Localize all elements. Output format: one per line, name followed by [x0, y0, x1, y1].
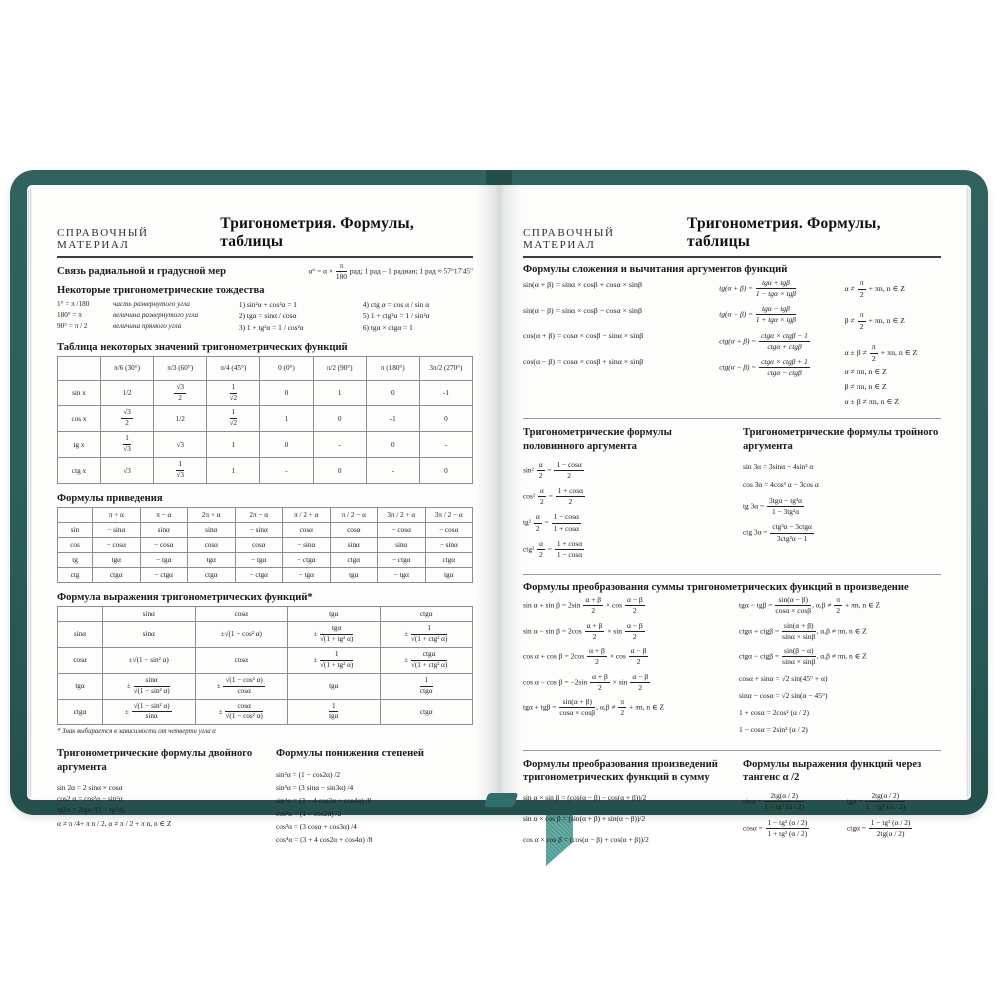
- table-cell: 0: [313, 406, 366, 432]
- formula-line: ctgα + ctgβ = $\frac{\sin(\alpha + \beta)}{\sin\alpha \times \sin\beta}$ , α,β ≠ πn, n ∈ Z: [739, 620, 867, 641]
- section-half-argument: [523, 426, 721, 566]
- table-row-label: tgα: [58, 673, 103, 699]
- table-cell: 1: [260, 406, 313, 432]
- formula-line: cos2 α = cos²α − sin²α: [57, 793, 123, 803]
- table-cell: tgα: [93, 552, 141, 567]
- section-half-tangent: [743, 758, 941, 856]
- fraction: $\frac{1}{√2}$: [229, 408, 238, 428]
- formula-line: sin⁴α = (3 − 4 cos2α + cos4α) /8: [276, 795, 372, 805]
- left-page: [27, 185, 499, 845]
- table-header-cell: π − α: [140, 507, 188, 522]
- fraction: ctgα × ctgβ + 1 ctgα − ctgβ: [761, 356, 808, 377]
- angle-definition: [57, 321, 231, 332]
- fraction: $\frac{1 - \cos\alpha}{1 + \cos\alpha}$: [553, 512, 579, 533]
- table-cell: -: [313, 432, 366, 458]
- table-cell: -: [366, 458, 419, 484]
- formula-line: ctg(α + β) = ctgα × ctgβ − 1 ctgα + ctgβ: [719, 330, 808, 351]
- right-bottom-columns: [523, 758, 941, 856]
- table-cell: sinα: [140, 522, 188, 537]
- table-cell: − ctgα: [235, 567, 283, 582]
- formula-line: sin(α − β) = sinα × cosβ − cosα × sinβ: [523, 305, 642, 315]
- table-cell: ± $\frac{\text{√(1 − sin² α)}}{\sin\alpha}$: [103, 699, 196, 725]
- table-cell: -: [419, 432, 472, 458]
- fraction: $\frac{\text{√(1 − sin² α)}}{\sin\alpha}$: [133, 701, 170, 721]
- fraction: $\frac{\alpha}{2}$: [539, 486, 544, 507]
- fraction: $\frac{\text{√(1 − cos² α)}}{\cos\alpha}$: [225, 675, 263, 695]
- section-heading: Тригонометрические формулы тройного аргумента: [743, 427, 939, 452]
- product-to-sum-formulas: [523, 792, 721, 845]
- fraction: $\frac{\sin(\alpha + \beta)}{\cos\alpha \times \cos\beta}$: [559, 697, 596, 718]
- section-heading: Тригонометрические формулы половинного аргумента: [523, 427, 672, 452]
- formula-line: cos² $\frac{\alpha}{2}$ = $\frac{1 + \cos\alpha}{2}$: [523, 486, 583, 507]
- kicker-label: СПРАВОЧНЫЙ МАТЕРИАЛ: [523, 227, 615, 251]
- table-row-label: ctg x: [58, 458, 101, 484]
- fraction: $\frac{\alpha + \beta}{2}$: [592, 671, 608, 692]
- double-argument-formulas: [57, 782, 254, 829]
- table-cell: ± $\frac{\text{√(1 − cos² α)}}{\cos\alpha}$: [195, 673, 288, 699]
- table-cell: 0: [366, 380, 419, 406]
- open-pages: [27, 185, 971, 845]
- fraction: $\frac{\sin(\alpha - \beta)}{\cos\alpha \times \cos\beta}$: [775, 595, 812, 616]
- half-tangent-right: [847, 792, 941, 847]
- angle-definitions: [57, 299, 231, 332]
- table-cell: -1: [366, 406, 419, 432]
- fraction: $\frac{\alpha}{2}$: [535, 512, 540, 533]
- formula-line: 1 − cosα = 2sin² (α / 2): [739, 725, 808, 735]
- table-header-cell: π (180°): [366, 356, 419, 380]
- section-radian-degree: [57, 262, 473, 281]
- section-heading: Формулы сложения и вычитания аргументов функций: [523, 264, 788, 275]
- fraction: $\frac{\alpha - \beta}{2}$: [630, 646, 647, 667]
- table-cell: cosα: [235, 537, 283, 552]
- fraction: ctgα √(1 + ctg² α): [410, 649, 448, 669]
- section-heading: Таблица некоторых значений тригонометрических функций: [57, 341, 348, 353]
- table-header-cell: π + α: [93, 507, 141, 522]
- table-cell: ctgα: [93, 567, 141, 582]
- fraction: $\frac{1 + \cos\alpha}{2}$: [557, 486, 583, 507]
- table-cell: 1/2: [101, 380, 154, 406]
- table-cell: − ctgα: [140, 567, 188, 582]
- table-row-label: tg: [58, 552, 93, 567]
- table-row-label: sinα: [58, 621, 103, 647]
- table-cell: -1: [419, 380, 472, 406]
- table-cell: ± $\frac{1}{\text{√(1 + tg² α)}}$: [288, 647, 381, 673]
- formula-line: ctgα − ctgβ = $\frac{\sin(\beta - \alpha)}{\sin\alpha \times \sin\beta}$ , α,β ≠ πn, n ∈ Z: [739, 646, 867, 667]
- fraction: $\frac{2tg(\alpha / 2)}{\text{1 − tg² (α / 2)}}$: [865, 791, 906, 812]
- table-cell: − sinα: [93, 522, 141, 537]
- table-cell: ctgα: [188, 567, 236, 582]
- table-cell: cosα: [195, 647, 288, 673]
- table-header-cell: π / 2 + α: [283, 507, 331, 522]
- fraction: $\frac{\alpha - \beta}{2}$: [632, 671, 649, 692]
- fraction: $\frac{\sin(\alpha + \beta)}{\sin\alpha \times \sin\beta}$: [782, 620, 816, 641]
- power-reduction-formulas: [276, 769, 473, 846]
- table-row-label: cosα: [58, 647, 103, 673]
- definition-equation: 180° = π: [57, 311, 82, 320]
- table-cell: [207, 406, 260, 432]
- fraction: $\frac{\pi}{180}$: [335, 261, 347, 282]
- section-double-argument: [57, 747, 254, 847]
- table-header-cell: 3π/2 (270°): [419, 356, 472, 380]
- table-cell: − cosα: [378, 522, 426, 537]
- angle-definition: [57, 310, 231, 321]
- table-cell: sinα: [103, 621, 196, 647]
- formula-line: sinα = $\frac{2tg(\alpha / 2)}{\text{1 + tg² (α / 2)}}$: [743, 791, 804, 812]
- formula-line: sin α + sin β = 2sin $\frac{\alpha + \beta}{2}$ × cos $\frac{\alpha - \beta}{2}$: [523, 595, 643, 616]
- table-cell: 0: [419, 458, 472, 484]
- section-product-to-sum: [523, 758, 721, 856]
- page-title: Тригонометрия. Формулы, таблицы: [687, 215, 881, 250]
- table-header-cell: [58, 507, 93, 522]
- formula-line: sin(α + β) = sinα × cosβ + cosα × sinβ: [523, 280, 642, 289]
- table-cell: tgα: [288, 673, 381, 699]
- table-header-cell: tgα: [288, 606, 381, 621]
- fraction: $\frac{\pi}{2}$: [859, 278, 864, 299]
- formula-line: 3) 1 + tg²α = 1 / cos²α: [238, 322, 304, 332]
- fraction: $\frac{\alpha + \beta}{2}$: [586, 620, 603, 641]
- page-header: [523, 215, 941, 258]
- formula-line: cos 3α = 4cos³ α − 3cos α: [743, 480, 819, 490]
- half-tangent-left: [743, 792, 837, 847]
- half-argument-formulas: [523, 461, 721, 559]
- table-cell: tgα: [330, 567, 378, 582]
- formula-line: α ≠ π /4+ π n / 2, α ≠ π / 2 + π n, n ∈ Z: [57, 819, 172, 829]
- formula-line: cosα + sinα = √2 sin(45° + α): [739, 673, 828, 683]
- addition-constraints: [844, 279, 949, 410]
- fraction: $\frac{\text{1 − tg² (α / 2)}}{2tg(\alpha / 2)}$: [870, 818, 911, 839]
- table-row-label: ctg: [58, 567, 93, 582]
- half-triple-columns: [523, 426, 941, 566]
- fraction: $\frac{1}{√3}$: [176, 460, 184, 480]
- formula-line: β ≠ πn, n ∈ Z: [844, 382, 887, 392]
- formula-line: tg(α − β) = tgα − tgβ 1 + tgα × tgβ: [719, 304, 796, 325]
- table-cell: 0: [260, 380, 313, 406]
- formula-line: tg 3α = 3tgα − tg³α 1 − 3tg²α: [743, 496, 803, 517]
- reduction-table: [57, 507, 473, 583]
- formula-line: ctgα = $\frac{\text{1 − tg² (α / 2)}}{2tg(\alpha / 2)}$: [847, 818, 911, 839]
- table-cell: 1: [207, 458, 260, 484]
- table-cell: − ctgα: [283, 552, 331, 567]
- section-heading: Формулы выражения функций через тангенс α /2: [743, 758, 922, 783]
- table-cell: sinα: [188, 522, 236, 537]
- formula-line: α ± β ≠ $\frac{\pi}{2}$ + πn, n ∈ Z: [844, 342, 918, 363]
- table-cell: − sinα: [425, 537, 473, 552]
- table-header-cell: π/4 (45°): [207, 356, 260, 380]
- formula-line: cos α − cos β = −2sin $\frac{\alpha + \beta}{2}$ × sin $\frac{\alpha - \beta}{2}$: [523, 671, 649, 692]
- formula-line: 5) 1 + ctg²α = 1 / sin²α: [362, 311, 430, 321]
- table-cell: − tgα: [283, 567, 331, 582]
- table-header-cell: 0 (0°): [260, 356, 313, 380]
- table-cell: − tgα: [140, 552, 188, 567]
- half-tangent-grid: [743, 792, 941, 847]
- formula-line: α ≠ $\frac{\pi}{2}$ + πn, n ∈ Z: [844, 278, 906, 299]
- identities-grid: [57, 299, 473, 332]
- fraction: $\frac{√3}{2}$: [123, 408, 131, 428]
- formula-line: sin² $\frac{\alpha}{2}$ = $\frac{1 - \cos\alpha}{2}$: [523, 459, 582, 481]
- fraction: $\frac{\sin(\beta - \alpha)}{\sin\alpha \times \sin\beta}$: [782, 646, 816, 667]
- section-heading: Формулы приведения: [57, 492, 163, 504]
- kicker-label: СПРАВОЧНЫЙ МАТЕРИАЛ: [57, 227, 149, 251]
- formula-line: tgα − tgβ = $\frac{\sin(\alpha - \beta)}{\cos\alpha \times \cos\beta}$ , α,β ≠ $\frac{\pi}{2}$ + πn, n ∈ Z: [739, 595, 881, 616]
- table-header-cell: π / 2 − α: [330, 507, 378, 522]
- table-header-cell: 3π / 2 − α: [425, 507, 473, 522]
- section-heading: Некоторые тригонометрические тождества: [57, 285, 265, 297]
- table-cell: 0: [260, 432, 313, 458]
- table-cell: − sinα: [283, 537, 331, 552]
- table-cell: sinα: [330, 537, 378, 552]
- table-cell: cosα: [283, 522, 331, 537]
- formula-line: β ≠ $\frac{\pi}{2}$ + πn, n ∈ Z: [844, 310, 905, 331]
- table-row-label: sin x: [58, 380, 101, 406]
- table-cell: − sinα: [235, 522, 283, 537]
- fraction: $\frac{1 + \cos\alpha}{1 - \cos\alpha}$: [556, 538, 583, 559]
- table-row-label: sin: [58, 522, 93, 537]
- formula-line: sin 2α = 2 sinα × cosα: [57, 782, 123, 792]
- section-heading: Формула выражения тригонометрических функций*: [57, 591, 313, 603]
- table-cell: − cosα: [93, 537, 141, 552]
- formula-line: cos α + cos β = 2cos $\frac{\alpha + \beta}{2}$ × cos $\frac{\alpha - \beta}{2}$: [523, 646, 647, 667]
- fraction: ctg³α − 3ctgα 3ctg²α − 1: [772, 522, 812, 543]
- section-heading: Тригонометрические формулы двойного аргумента: [57, 748, 253, 773]
- formula-line: cos³α = (3 cosα + cos3α) /4: [276, 822, 357, 832]
- formula-line: 1) sin²α + cos²α = 1: [238, 300, 297, 310]
- table-cell: √3: [101, 458, 154, 484]
- formula-line: ctg 3α = ctg³α − 3ctgα 3ctg²α − 1: [743, 522, 812, 543]
- formula-line: sin α × cos β = (sin(α + β) + sin(α − β))/2: [523, 814, 646, 824]
- formula-line: 4) ctg α = cos α / sin α: [362, 300, 430, 310]
- formula-line: cosα = $\frac{\text{1 − tg² (α / 2)}}{\text{1 + tg² (α / 2)}}$: [743, 818, 808, 839]
- table-cell: [154, 380, 207, 406]
- definition-equation: 1° = π /180: [57, 300, 90, 309]
- section-divider: [523, 418, 941, 419]
- fraction: $\frac{\alpha - \beta}{2}$: [626, 595, 643, 616]
- identities-list-1: [239, 299, 355, 332]
- table-header-cell: sinα: [103, 606, 196, 621]
- table-cell: [101, 432, 154, 458]
- table-cell: [288, 699, 381, 725]
- fraction: $\frac{\cos\alpha}{\text{√(1 − cos² α)}}$: [225, 701, 263, 721]
- left-page-content: [27, 185, 499, 845]
- table-row-label: cos x: [58, 406, 101, 432]
- fraction: $\frac{\alpha + \beta}{2}$: [585, 595, 602, 616]
- section-heading: Связь радиальной и градусной мер: [57, 266, 226, 278]
- fraction: $\frac{1}{√3}$: [123, 434, 131, 454]
- table-cell: 1/2: [154, 406, 207, 432]
- table-cell: − cosα: [140, 537, 188, 552]
- table-cell: 1: [313, 380, 366, 406]
- right-page-content: [499, 185, 971, 845]
- fraction: 1 tgα: [329, 701, 339, 721]
- table-cell: tgα: [188, 552, 236, 567]
- table-cell: − tgα: [378, 567, 426, 582]
- expression-table: [57, 606, 473, 725]
- addition-tg-ctg-formulas: [719, 279, 840, 410]
- table-cell: cosα: [330, 522, 378, 537]
- triple-argument-formulas: [743, 461, 941, 543]
- table-cell: [380, 673, 473, 699]
- fraction: 3tgα − tg³α 1 − 3tg²α: [769, 496, 803, 517]
- table-header-cell: 2π − α: [235, 507, 283, 522]
- table-cell: ± $\frac{\sin\alpha}{\text{√(1 − sin² α)}}$: [103, 673, 196, 699]
- formula-line: tg(α + β) = tgα + tgβ 1 − tgα × tgβ: [719, 278, 796, 299]
- table-cell: 0: [313, 458, 366, 484]
- radian-formula: α° = α × $\frac{\pi}{180}$ рад; 1 рад – 1 радиан; 1 рад ≈ 57°17'45": [308, 261, 473, 282]
- notebook-cover: [10, 170, 988, 845]
- section-power-reduction: [276, 747, 473, 847]
- addition-sin-cos-formulas: [523, 279, 715, 410]
- table-cell: ± ctgα √(1 + ctg² α): [380, 647, 473, 673]
- table-cell: √3: [154, 432, 207, 458]
- fraction: ctgα × ctgβ − 1 ctgα + ctgβ: [761, 330, 808, 351]
- fraction: $\frac{\pi}{2}$: [836, 595, 841, 616]
- fraction: $\frac{1}{\text{√(1 + tg² α)}}$: [319, 649, 354, 669]
- formula-line: 2) tgα = sinα / cosα: [238, 311, 297, 321]
- right-page: [499, 185, 971, 845]
- table-cell: 1: [207, 432, 260, 458]
- section-heading: Формулы преобразования суммы тригонометрических функций в произведение: [523, 582, 909, 594]
- table-header-cell: 3π / 2 + α: [378, 507, 426, 522]
- section-triple-argument: [743, 426, 941, 566]
- fraction: 1 √(1 + ctg² α): [410, 623, 448, 643]
- definition-description: величина развернутого угла: [113, 311, 199, 320]
- fraction: tgα √(1 + tg² α): [319, 623, 354, 643]
- table-cell: − tgα: [235, 552, 283, 567]
- formula-line: tg2α = 2tgα /(1 − tg²α),: [57, 805, 126, 815]
- formula-line: cos α × cos β = (cos(α − β) + cos(α + β))/2: [523, 835, 649, 845]
- table-cell: tgα: [425, 567, 473, 582]
- formula-line: α ≠ πn, n ∈ Z: [844, 367, 887, 377]
- table-cell: ±√(1 − cos² α): [195, 621, 288, 647]
- fraction: $\frac{\pi}{2}$: [620, 697, 625, 718]
- page-title: Тригонометрия. Формулы, таблицы: [220, 215, 414, 250]
- table-cell: [207, 380, 260, 406]
- left-bottom-columns: [57, 747, 473, 847]
- formula-line: ctg(α − β) = ctgα × ctgβ + 1 ctgα − ctgβ: [719, 356, 808, 377]
- fraction: $\frac{1}{√2}$: [229, 382, 238, 402]
- table-row-label: tg x: [58, 432, 101, 458]
- definition-description: часть развернутого угла: [113, 300, 190, 309]
- sum-to-product-left: [523, 596, 725, 742]
- formula-line: cos²α = (1 + cos2α) /2: [276, 808, 342, 818]
- table-cell: -: [260, 458, 313, 484]
- table-cell: 0: [419, 406, 472, 432]
- formula-line: α ± β ≠ πn, n ∈ Z: [844, 396, 899, 406]
- formula-line: sin²α = (1 − cos2α) /2: [276, 769, 341, 779]
- section-heading: Формулы понижения степеней: [276, 748, 425, 760]
- sum-to-product-right: [739, 596, 941, 742]
- table-cell: ctgα: [380, 699, 473, 725]
- table-header-cell: π/6 (30°): [101, 356, 154, 380]
- formula-line: sin α − sin β = 2cos $\frac{\alpha + \beta}{2}$ × sin $\frac{\alpha - \beta}{2}$: [523, 620, 643, 641]
- formula-line: sin α × sin β = (cos(α − β) − cos(α + β))/2: [523, 793, 647, 802]
- definition-equation: 90° = π / 2: [57, 321, 88, 330]
- table-cell: ± $\frac{\cos\alpha}{\text{√(1 − cos² α)}}$: [195, 699, 288, 725]
- fraction: $\frac{\alpha - \beta}{2}$: [626, 620, 643, 641]
- formula-line: ctg² $\frac{\alpha}{2}$ = $\frac{1 + \cos\alpha}{1 - \cos\alpha}$: [523, 538, 583, 559]
- table-header-cell: π/2 (90°): [313, 356, 366, 380]
- addition-formulas-grid: [523, 279, 941, 410]
- table-cell: ± tgα √(1 + tg² α): [288, 621, 381, 647]
- ribbon-fold: [484, 793, 519, 807]
- table-cell: ctgα: [330, 552, 378, 567]
- table-cell: ± 1 √(1 + ctg² α): [380, 621, 473, 647]
- section-divider: [523, 750, 941, 751]
- table-cell: [101, 406, 154, 432]
- fraction: $\frac{1 - \cos\alpha}{2}$: [556, 459, 582, 481]
- formula-line: sin³α = (3 sinα − sin3α) /4: [276, 782, 354, 792]
- formula-line: tgα + tgβ = $\frac{\sin(\alpha + \beta)}{\cos\alpha \times \cos\beta}$ , α,β ≠ $\frac{\pi}{2}$ + πn, n ∈ Z: [523, 697, 665, 718]
- fraction: 1 ctgα: [419, 675, 433, 695]
- fraction: tgα + tgβ 1 − tgα × tgβ: [755, 278, 796, 299]
- formula-line: tg² $\frac{\alpha}{2}$ = $\frac{1 - \cos\alpha}{1 + \cos\alpha}$: [523, 512, 579, 533]
- table-cell: ±√(1 − sin² α): [103, 647, 196, 673]
- table-header-cell: 2π + α: [188, 507, 236, 522]
- fraction: $\frac{√3}{2}$: [176, 382, 184, 402]
- values-table: [57, 356, 473, 484]
- table-header-cell: [58, 606, 103, 621]
- table-cell: − ctgα: [378, 552, 426, 567]
- fraction: $\frac{\text{1 − tg² (α / 2)}}{\text{1 + tg² (α / 2)}}$: [767, 818, 808, 839]
- table-row-label: cos: [58, 537, 93, 552]
- section-divider: [523, 574, 941, 575]
- fraction: tgα − tgβ 1 + tgα × tgβ: [755, 304, 796, 325]
- angle-definition: [57, 299, 231, 310]
- fraction: $\frac{2tg(\alpha / 2)}{\text{1 + tg² (α / 2)}}$: [764, 791, 804, 812]
- table-cell: cosα: [188, 537, 236, 552]
- formula-line: 6) tgα × ctgα = 1: [362, 322, 413, 332]
- sum-to-product-columns: [523, 596, 941, 742]
- table-header-cell: [58, 356, 101, 380]
- fraction: $\frac{\alpha + \beta}{2}$: [589, 646, 605, 667]
- identities-list-2: [363, 299, 473, 332]
- formula-line: 1 + cosα = 2cos² (α / 2): [739, 708, 810, 718]
- formula-line: cos⁴α = (3 + 4 cos2α + cos4α) /8: [276, 835, 373, 845]
- formula-line: sin 3α = 3sinα − 4sin³ α: [743, 461, 814, 471]
- table-cell: 0: [366, 432, 419, 458]
- table-footnote: * Знак выбирается в зависимости от четверти угла α: [57, 728, 216, 736]
- formula-line: tgα = $\frac{2tg(\alpha / 2)}{\text{1 − tg² (α / 2)}}$: [847, 791, 906, 812]
- table-header-cell: π/3 (60°): [154, 356, 207, 380]
- formula-line: cos(α + β) = cosα × cosβ − sinα × sinβ: [523, 331, 644, 341]
- table-cell: ctgα: [425, 552, 473, 567]
- table-header-cell: cosα: [195, 606, 288, 621]
- fraction: $\frac{\alpha}{2}$: [539, 538, 543, 559]
- fraction: $\frac{\pi}{2}$: [871, 342, 876, 363]
- section-heading: Формулы преобразования произведений тригонометрических функций в сумму: [523, 758, 718, 783]
- page-header: [57, 215, 473, 258]
- definition-description: величина прямого угла: [113, 321, 182, 330]
- table-row-label: ctgα: [58, 699, 103, 725]
- table-cell: sinα: [378, 537, 426, 552]
- formula-line: sinα − cosα = √2 sin(α − 45°): [739, 690, 828, 700]
- fraction: $\frac{\pi}{2}$: [859, 310, 864, 331]
- table-cell: [154, 458, 207, 484]
- formula-line: cos(α − β) = cosα × cosβ + sinα × sinβ: [523, 357, 644, 367]
- fraction: $\frac{\sin\alpha}{\text{√(1 − sin² α)}}$: [133, 675, 170, 695]
- fraction: $\frac{\alpha}{2}$: [538, 459, 543, 481]
- table-header-cell: ctgα: [380, 606, 473, 621]
- table-cell: − cosα: [425, 522, 473, 537]
